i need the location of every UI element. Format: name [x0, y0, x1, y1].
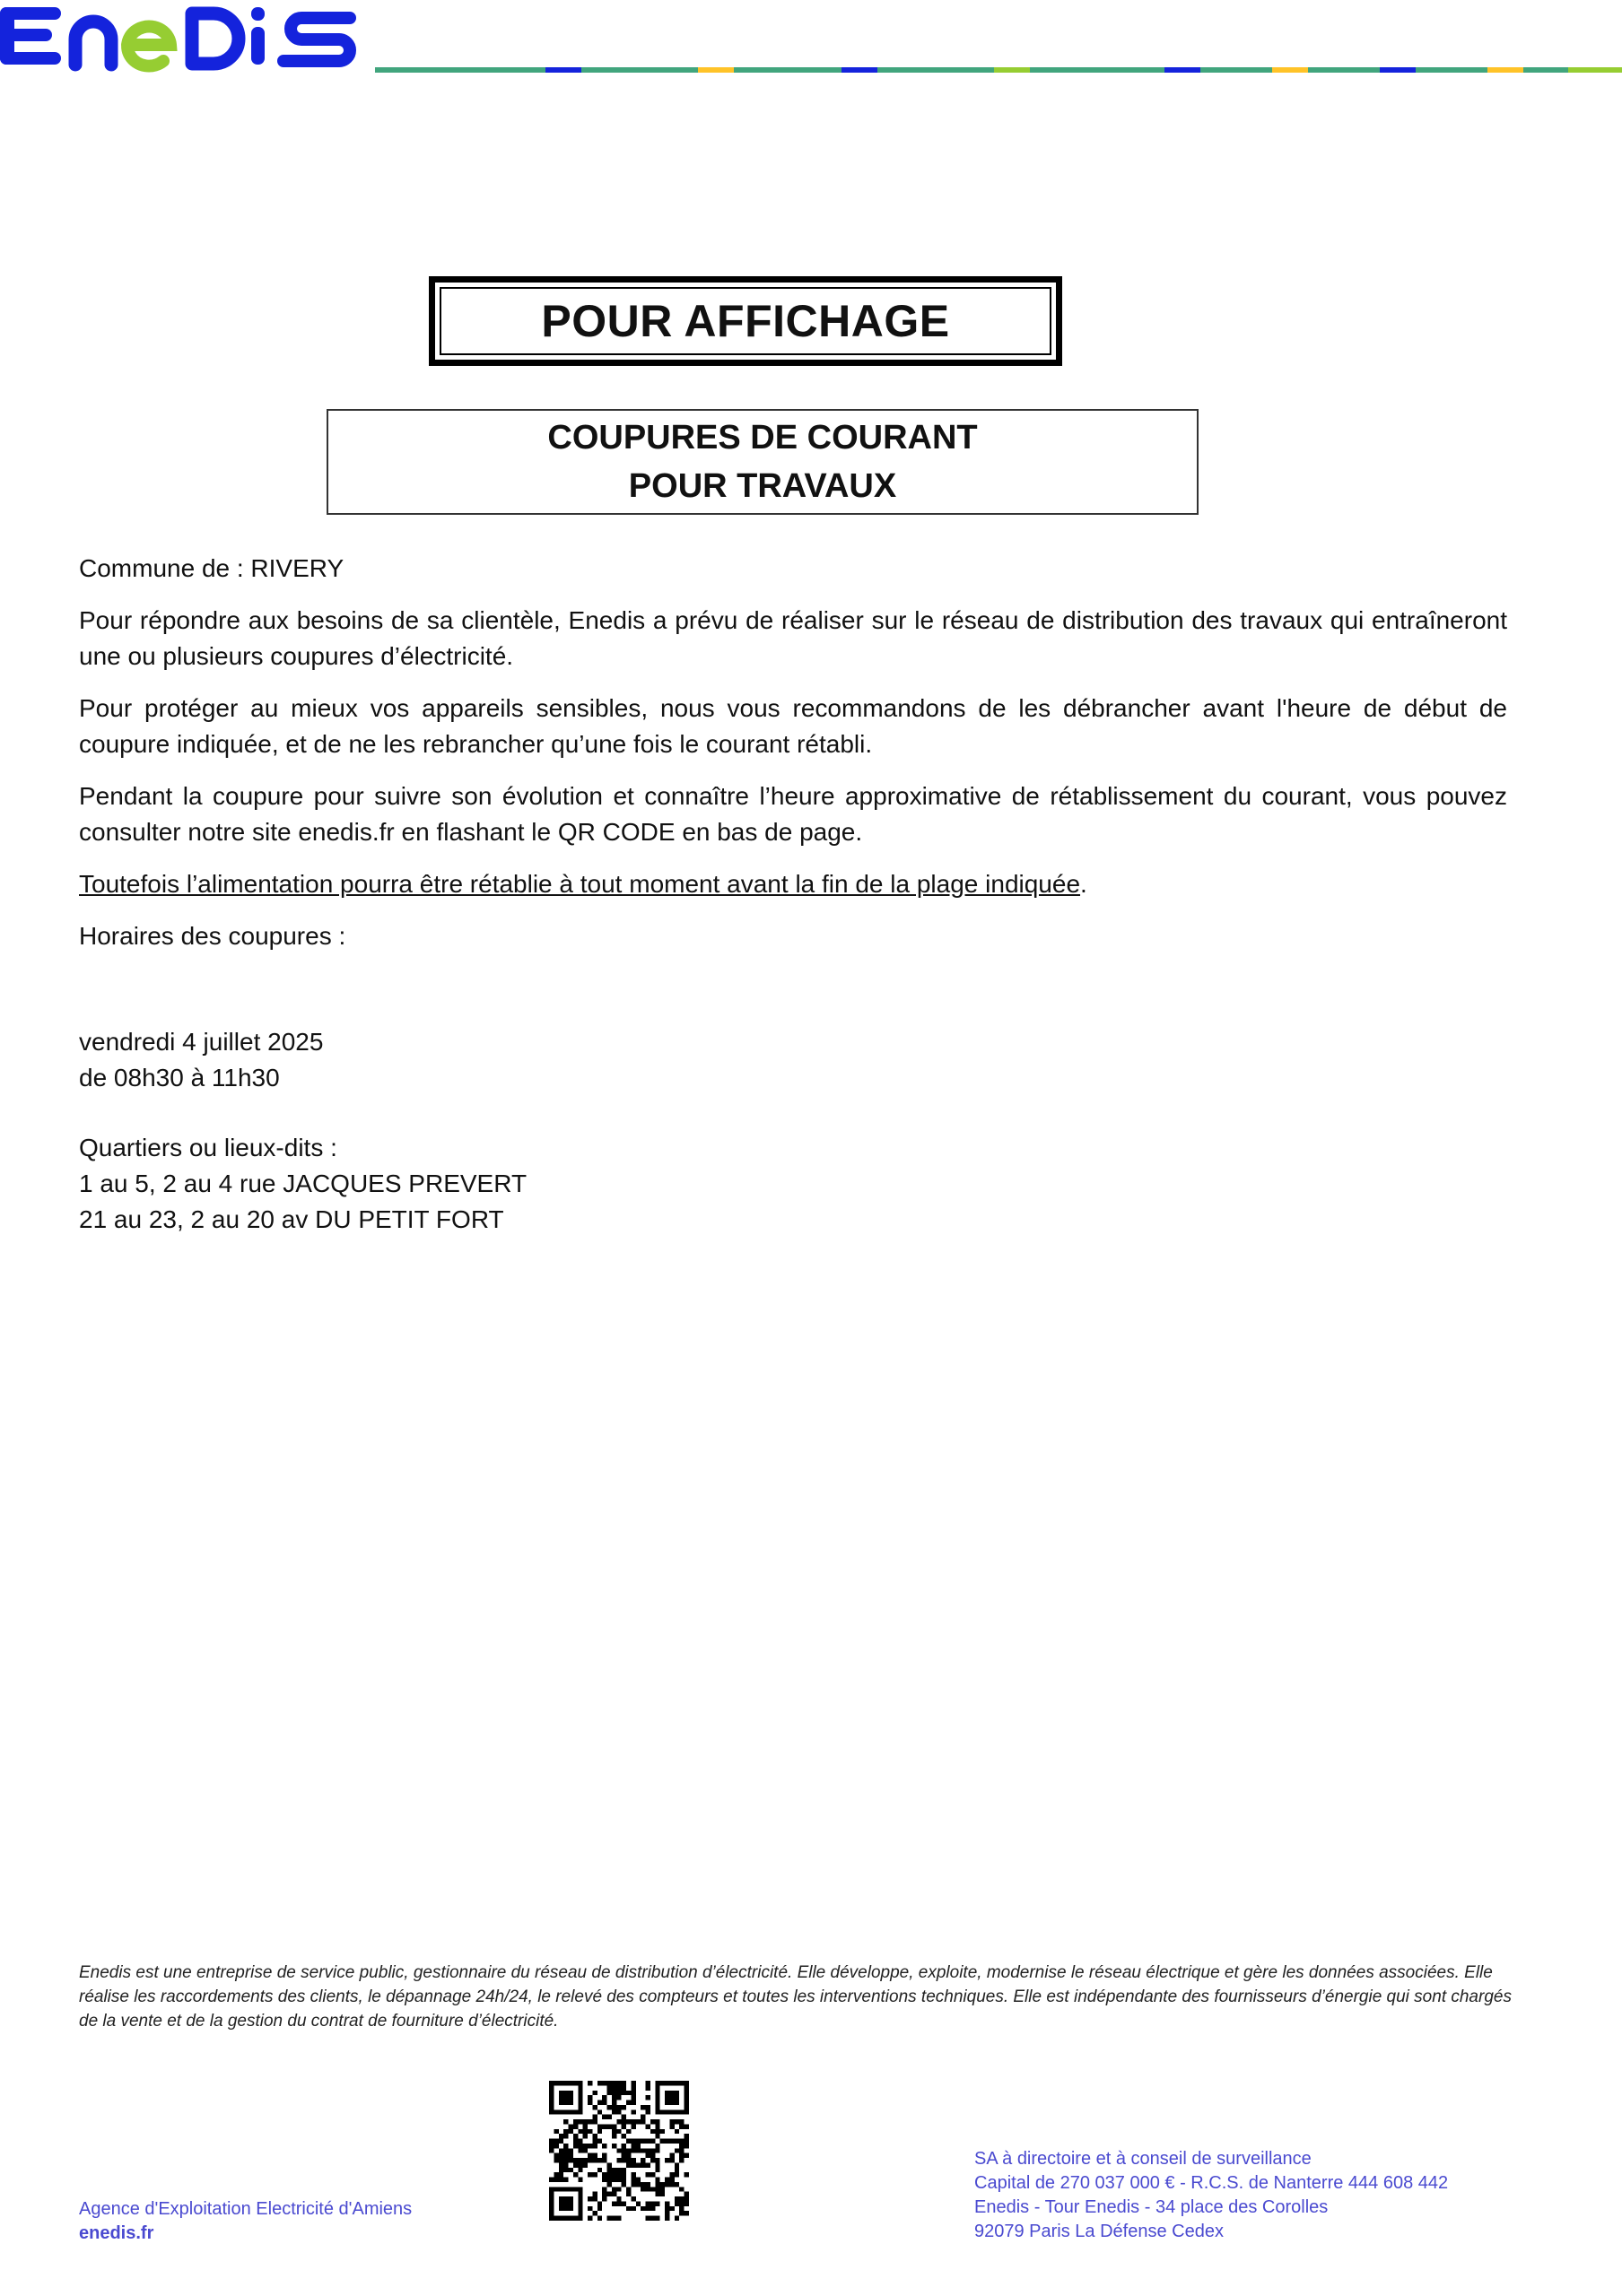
footer-legal-block [974, 2147, 1448, 2244]
footer-agency-block [79, 2197, 412, 2246]
legal-line: SA à directoire et à conseil de surveillance [974, 2149, 1312, 2169]
paragraph-follow: Pendant la coupure pour suivre son évolution et connaître l’heure approximative de rétablissement du courant, vous pouvez consulter notre site enedis.fr en flashant le QR CODE en bas de page. [79, 782, 1507, 846]
paragraph-warning [79, 866, 1507, 902]
warning-underlined: Toutefois l’alimentation pourra être rétablie à tout moment avant la fin de la plage indiquée [79, 870, 1081, 898]
notice-title: POUR AFFICHAGE [440, 287, 1051, 355]
paragraph-protect: Pour protéger au mieux vos appareils sensibles, nous vous recommandons de les débrancher avant l'heure de début de coupure indiquée, et de ne les rebrancher qu’une fois le courant rétabli. [79, 694, 1507, 758]
legal-line: Capital de 270 037 000 € - R.C.S. de Nanterre 444 608 442 [974, 2173, 1449, 2193]
enedis-logo [0, 0, 359, 81]
location-item: 21 au 23, 2 au 20 av DU PETIT FORT [79, 1205, 504, 1233]
header-decorative-line [375, 67, 1622, 73]
agency-name: Agence d'Exploitation Electricité d'Amiens [79, 2199, 413, 2219]
title-box [429, 276, 1062, 366]
subtitle-line2: POUR TRAVAUX [628, 467, 897, 505]
warning-end: . [1080, 870, 1087, 898]
outage-date: vendredi 4 juillet 2025 [79, 1028, 324, 1056]
legal-line: 92079 Paris La Défense Cedex [974, 2222, 1224, 2241]
website-link[interactable]: enedis.fr [79, 2223, 154, 2243]
footer-company-note: Enedis est une entreprise de service public, gestionnaire du réseau de distribution d’électricité. Elle développe, exploite, modernise le réseau électrique et gère les données associées. Elle réalise les raccordements des clients, le dépannage 24h/24, le relevé des compteurs et toutes les interventions techniques. Elle est indépendante des fournisseurs d’énergie qui sont chargés de la vente et de la gestion du contrat de fourniture d’électricité. [79, 1963, 1512, 2031]
schedule-heading: Horaires des coupures : [79, 922, 346, 950]
subtitle-line1: COUPURES DE COURANT [547, 419, 978, 457]
paragraph-needs: Pour répondre aux besoins de sa clientèle, Enedis a prévu de réaliser sur le réseau de distribution des travaux qui entraîneront une ou plusieurs coupures d’électricité. [79, 606, 1507, 670]
locations-heading: Quartiers ou lieux-dits : [79, 1134, 337, 1161]
commune: Commune de : RIVERY [79, 554, 344, 582]
subtitle-box [327, 409, 1199, 515]
qr-code[interactable] [549, 2081, 689, 2221]
legal-line: Enedis - Tour Enedis - 34 place des Corolles [974, 2197, 1329, 2217]
location-item: 1 au 5, 2 au 4 rue JACQUES PREVERT [79, 1170, 528, 1197]
outage-time: de 08h30 à 11h30 [79, 1064, 280, 1091]
